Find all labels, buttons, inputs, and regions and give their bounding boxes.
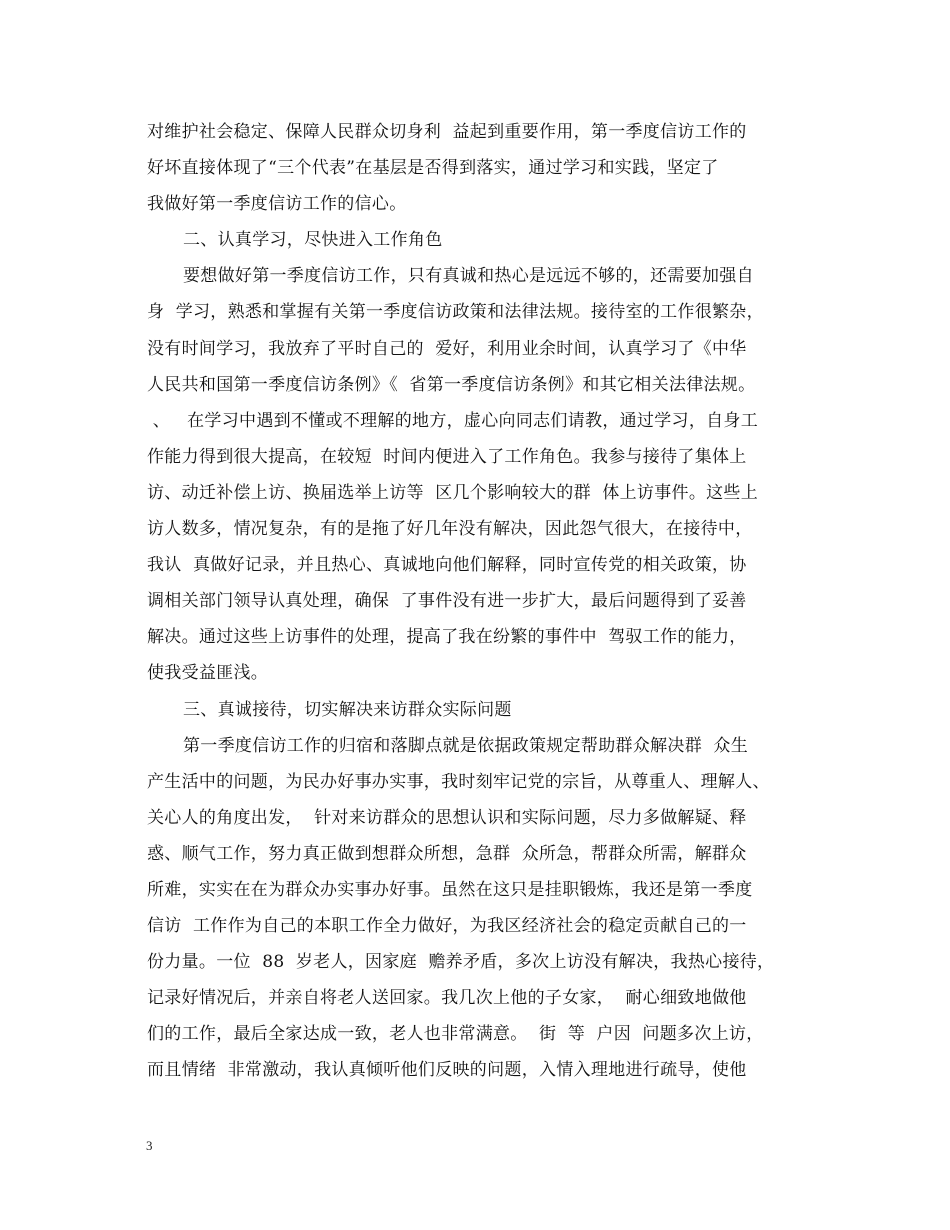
- text-line: 记录好情况后，并亲自将老人送回家。我几次上他的子女家， 耐心细致地做他: [147, 988, 747, 1009]
- section-heading: 二、认真学习，尽快进入工作角色: [183, 230, 443, 251]
- text-line: 而且情绪 非常激动，我认真倾听他们反映的问题，入情入理地进行疏导，使他: [147, 1060, 747, 1081]
- text-line: 们的工作，最后全家达成一致，老人也非常满意。 街 等 户因 问题多次上访，: [147, 1024, 764, 1045]
- text-line: 我认 真做好记录，并且热心、真诚地向他们解释，同时宣传党的相关政策，协: [147, 555, 747, 576]
- text-line: 使我受益匪浅。: [147, 663, 269, 684]
- body-text: [147, 114, 827, 1089]
- text-line: 惑、顺气工作，努力真正做到想群众所想，急群 众所急，帮群众所需，解群众: [147, 843, 747, 864]
- text-line: 产生活中的问题，为民办好事办实事，我时刻牢记党的宗旨，从尊重人、理解人、: [147, 771, 770, 792]
- text-line: 人民共和国第一季度信访条例》《 省第一季度信访条例》和其它相关法律法规。: [147, 374, 756, 395]
- text-line: 没有时间学习，我放弃了平时自己的 爱好，利用业余时间，认真学习了《中华: [147, 338, 747, 359]
- text-line: 好坏直接体现了“三个代表”在基层是否得到落实，通过学习和实践，坚定了: [147, 158, 719, 179]
- text-line: 解决。通过这些上访事件的处理，提高了我在纷繁的事件中 驾驭工作的能力，: [147, 627, 747, 648]
- section-heading: 三、真诚接待，切实解决来访群众实际问题: [183, 699, 512, 720]
- text-line: 对维护社会稳定、保障人民群众切身利 益起到重要作用，第一季度信访工作的: [147, 122, 747, 142]
- page-number: 3: [146, 1138, 153, 1153]
- text-line: 访人数多，情况复杂，有的是拖了好几年没有解决，因此怨气很大，在接待中，: [147, 519, 753, 540]
- text-line: 要想做好第一季度信访工作，只有真诚和热心是远远不够的，还需要加强自: [183, 266, 754, 287]
- text-line: 所难，实实在在为群众办实事办好事。虽然在这只是挂职锻炼，我还是第一季度: [147, 879, 753, 900]
- text-line: 关心人的角度出发， 针对来访群众的思想认识和实际问题，尽力多做解疑、释: [147, 807, 747, 828]
- text-line: 第一季度信访工作的归宿和落脚点就是依据政策规定帮助群众解决群 众生: [183, 735, 749, 756]
- text-line: 信访 工作作为自己的本职工作全力做好，为我区经济社会的稳定贡献自己的一: [147, 916, 747, 937]
- text-line: 调相关部门领导认真处理，确保 了事件没有进一步扩大，最后问题得到了妥善: [147, 591, 747, 612]
- text-line: 作能力得到很大提高，在较短 时间内便进入了工作角色。我参与接待了集体上: [147, 446, 747, 467]
- text-line: 、 在学习中遇到不懂或不理解的地方，虚心向同志们请教，通过学习，自身工: [147, 410, 759, 431]
- text-line: 身 学习，熟悉和掌握有关第一季度信访政策和法律法规。接待室的工作很繁杂，: [147, 302, 764, 323]
- text-line: 我做好第一季度信访工作的信心。: [147, 194, 407, 215]
- text-line: 份力量。一位 88 岁老人，因家庭 赡养矛盾，多次上访没有解决，我热心接待，: [147, 952, 775, 973]
- text-line: 访、动迁补偿上访、换届选举上访等 区几个影响较大的群 体上访事件。这些上: [147, 482, 759, 503]
